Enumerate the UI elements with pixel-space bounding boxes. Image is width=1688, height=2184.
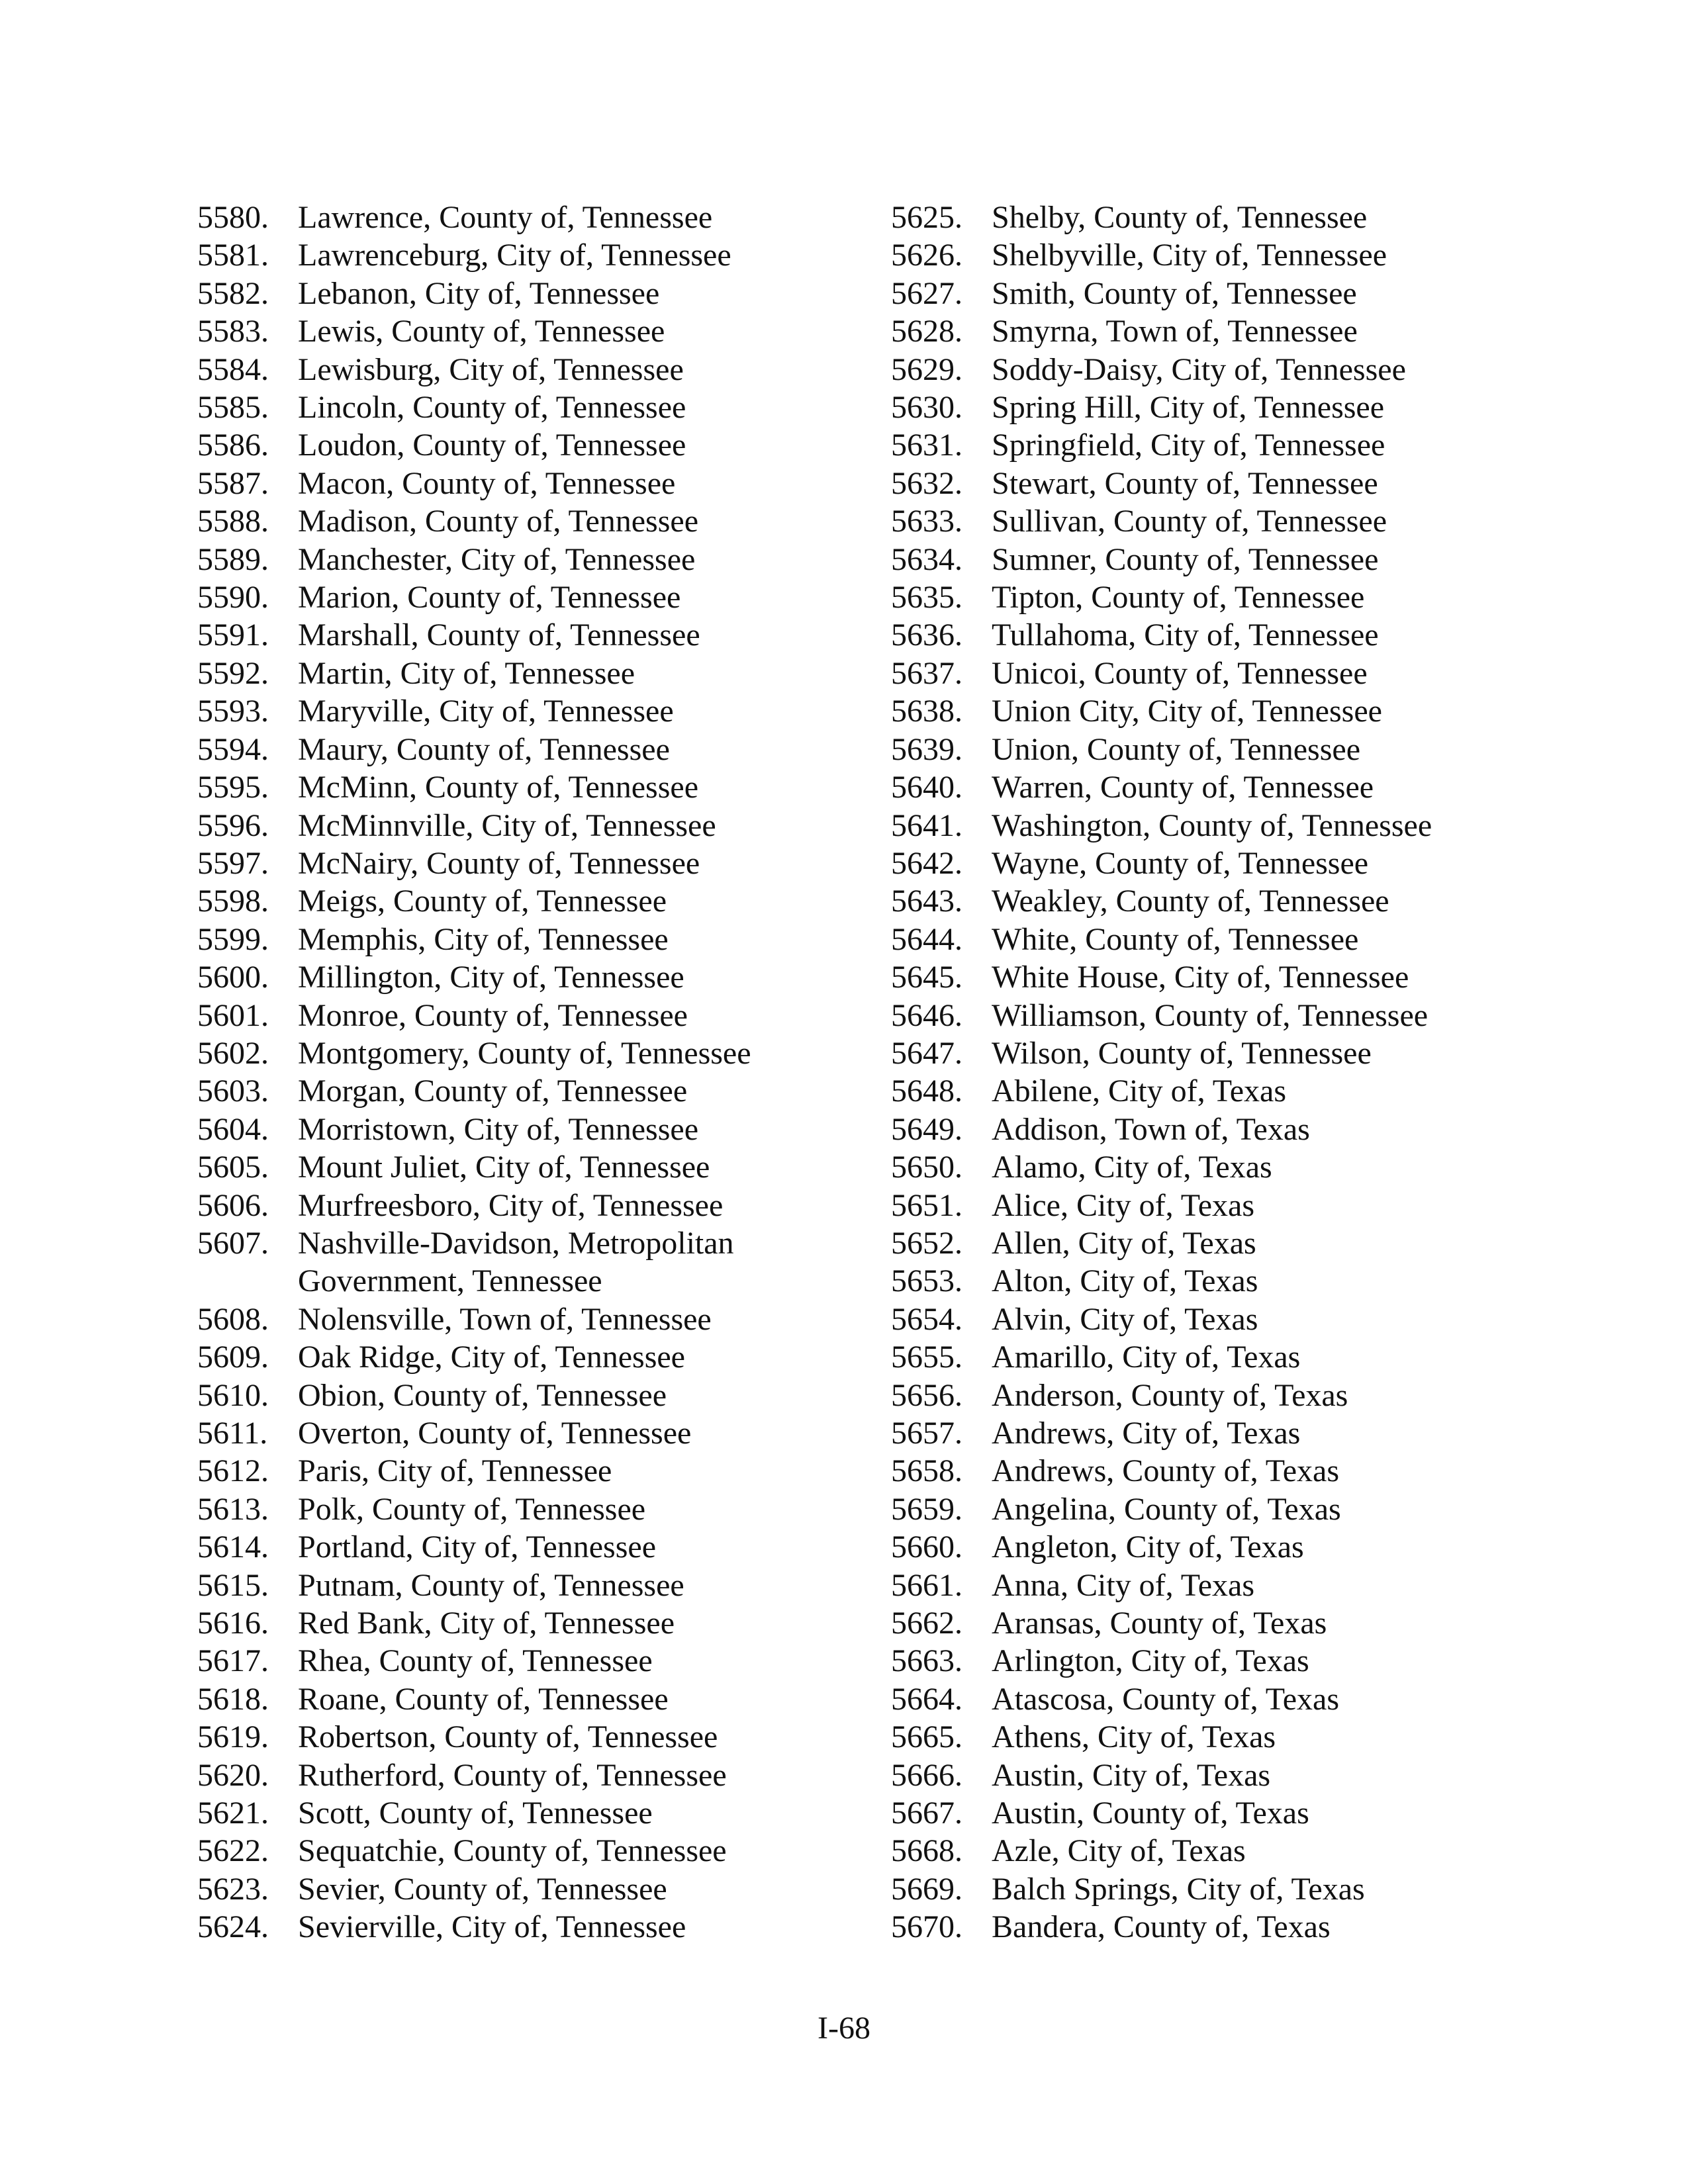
item-number: 5644. xyxy=(891,921,962,957)
item-number: 5625. xyxy=(891,200,962,235)
item-name: Atascosa, County of, Texas xyxy=(992,1681,1339,1717)
list-item xyxy=(891,655,1593,692)
list-item xyxy=(891,388,1593,426)
list-item xyxy=(197,1300,899,1338)
list-item xyxy=(197,1528,899,1566)
item-name: Alamo, City of, Texas xyxy=(992,1150,1272,1185)
item-number: 5659. xyxy=(891,1491,962,1527)
list-item xyxy=(891,1604,1593,1642)
list-item xyxy=(197,882,899,920)
item-number: 5607. xyxy=(197,1225,269,1261)
item-number: 5593. xyxy=(197,694,269,729)
item-number: 5654. xyxy=(891,1301,962,1337)
list-item xyxy=(891,236,1593,274)
item-name: Memphis, City of, Tennessee xyxy=(298,921,669,957)
list-item xyxy=(891,541,1593,578)
item-number: 5637. xyxy=(891,655,962,691)
list-item xyxy=(891,351,1593,388)
item-name: Monroe, County of, Tennessee xyxy=(298,997,688,1033)
item-number: 5657. xyxy=(891,1416,962,1451)
list-item xyxy=(891,275,1593,312)
item-name: Angelina, County of, Texas xyxy=(992,1491,1341,1527)
item-name: Williamson, County of, Tennessee xyxy=(992,997,1429,1033)
item-number: 5600. xyxy=(197,960,269,995)
item-number: 5582. xyxy=(197,275,269,311)
item-number: 5624. xyxy=(197,1909,269,1945)
item-number: 5629. xyxy=(891,351,962,387)
list-item xyxy=(891,1300,1593,1338)
item-name: Arlington, City of, Texas xyxy=(992,1643,1309,1679)
item-number: 5641. xyxy=(891,807,962,843)
item-name: Wayne, County of, Tennessee xyxy=(992,845,1369,881)
list-item xyxy=(891,1870,1593,1908)
list-item xyxy=(197,807,899,844)
item-name: Nashville-Davidson, Metropolitan Government, Tennessee xyxy=(298,1225,734,1299)
item-name: Morgan, County of, Tennessee xyxy=(298,1073,688,1109)
item-name: Meigs, County of, Tennessee xyxy=(298,884,667,919)
list-item xyxy=(197,1870,899,1908)
list-item xyxy=(891,882,1593,920)
list-item xyxy=(197,1604,899,1642)
list-item xyxy=(891,465,1593,502)
list-item xyxy=(891,426,1593,464)
item-number: 5667. xyxy=(891,1796,962,1831)
item-name: Lebanon, City of, Tennessee xyxy=(298,275,660,311)
list-item xyxy=(197,1908,899,1946)
item-name: Union, County of, Tennessee xyxy=(992,731,1361,767)
item-name: Marion, County of, Tennessee xyxy=(298,580,681,615)
item-number: 5610. xyxy=(197,1377,269,1413)
item-name: Alice, City of, Texas xyxy=(992,1187,1255,1223)
item-name: Andrews, City of, Texas xyxy=(992,1416,1301,1451)
item-number: 5617. xyxy=(197,1643,269,1679)
item-name: Putnam, County of, Tennessee xyxy=(298,1567,684,1603)
item-name: Martin, City of, Tennessee xyxy=(298,655,635,691)
list-item xyxy=(891,578,1593,616)
item-number: 5580. xyxy=(197,200,269,235)
item-name: White, County of, Tennessee xyxy=(992,921,1359,957)
list-item xyxy=(197,1148,899,1186)
item-number: 5636. xyxy=(891,617,962,653)
left-column xyxy=(197,199,899,1946)
item-name: Lincoln, County of, Tennessee xyxy=(298,390,686,426)
item-number: 5638. xyxy=(891,694,962,729)
item-number: 5597. xyxy=(197,845,269,881)
list-item xyxy=(197,921,899,958)
item-name: Murfreesboro, City of, Tennessee xyxy=(298,1187,724,1223)
item-number: 5648. xyxy=(891,1073,962,1109)
list-item xyxy=(891,1794,1593,1832)
item-name: Austin, County of, Texas xyxy=(992,1796,1309,1831)
item-number: 5653. xyxy=(891,1263,962,1299)
item-number: 5619. xyxy=(197,1719,269,1755)
item-number: 5642. xyxy=(891,845,962,881)
item-number: 5651. xyxy=(891,1187,962,1223)
list-item xyxy=(197,236,899,274)
item-number: 5662. xyxy=(891,1606,962,1641)
item-name: Nolensville, Town of, Tennessee xyxy=(298,1301,712,1337)
item-name: Shelby, County of, Tennessee xyxy=(992,200,1368,235)
item-number: 5645. xyxy=(891,960,962,995)
item-number: 5626. xyxy=(891,238,962,273)
item-number: 5668. xyxy=(891,1833,962,1869)
item-name: Warren, County of, Tennessee xyxy=(992,770,1374,805)
item-number: 5601. xyxy=(197,997,269,1033)
list-item xyxy=(891,1490,1593,1528)
item-name: Sevierville, City of, Tennessee xyxy=(298,1909,686,1945)
list-item xyxy=(197,1642,899,1680)
item-number: 5585. xyxy=(197,390,269,426)
list-item xyxy=(197,502,899,540)
item-number: 5598. xyxy=(197,884,269,919)
list-item xyxy=(197,1452,899,1490)
item-number: 5658. xyxy=(891,1453,962,1489)
item-name: Allen, City of, Texas xyxy=(992,1225,1256,1261)
item-name: McNairy, County of, Tennessee xyxy=(298,845,700,881)
item-number: 5664. xyxy=(891,1681,962,1717)
item-name: Smith, County of, Tennessee xyxy=(992,275,1357,311)
item-name: Macon, County of, Tennessee xyxy=(298,465,676,501)
list-item xyxy=(197,1187,899,1224)
item-number: 5595. xyxy=(197,770,269,805)
item-number: 5602. xyxy=(197,1035,269,1071)
right-column xyxy=(891,199,1593,1946)
item-number: 5590. xyxy=(197,580,269,615)
item-name: Lewisburg, City of, Tennessee xyxy=(298,351,684,387)
item-number: 5665. xyxy=(891,1719,962,1755)
item-name: Amarillo, City of, Texas xyxy=(992,1340,1301,1375)
item-name: Tipton, County of, Tennessee xyxy=(992,580,1365,615)
list-item xyxy=(891,1832,1593,1870)
list-item xyxy=(197,312,899,350)
item-name: Portland, City of, Tennessee xyxy=(298,1529,657,1565)
list-item xyxy=(197,1680,899,1718)
item-number: 5603. xyxy=(197,1073,269,1109)
list-item xyxy=(197,1338,899,1376)
list-item xyxy=(197,692,899,730)
item-number: 5649. xyxy=(891,1111,962,1147)
item-number: 5587. xyxy=(197,465,269,501)
item-name: Soddy-Daisy, City of, Tennessee xyxy=(992,351,1406,387)
item-number: 5606. xyxy=(197,1187,269,1223)
item-name: Rutherford, County of, Tennessee xyxy=(298,1757,727,1793)
item-name: McMinn, County of, Tennessee xyxy=(298,770,699,805)
item-name: Paris, City of, Tennessee xyxy=(298,1453,612,1489)
item-number: 5615. xyxy=(197,1567,269,1603)
list-item xyxy=(197,958,899,996)
list-item xyxy=(197,1794,899,1832)
item-name: Springfield, City of, Tennessee xyxy=(992,428,1385,463)
item-number: 5647. xyxy=(891,1035,962,1071)
item-number: 5652. xyxy=(891,1225,962,1261)
item-name: Loudon, County of, Tennessee xyxy=(298,428,686,463)
list-item xyxy=(891,1224,1593,1262)
item-name: Sumner, County of, Tennessee xyxy=(992,541,1379,577)
item-number: 5614. xyxy=(197,1529,269,1565)
list-item xyxy=(891,1452,1593,1490)
list-item xyxy=(197,655,899,692)
list-item xyxy=(197,275,899,312)
item-number: 5586. xyxy=(197,428,269,463)
list-item xyxy=(197,426,899,464)
item-number: 5584. xyxy=(197,351,269,387)
item-number: 5670. xyxy=(891,1909,962,1945)
item-number: 5622. xyxy=(197,1833,269,1869)
item-name: Andrews, County of, Texas xyxy=(992,1453,1340,1489)
item-name: Aransas, County of, Texas xyxy=(992,1606,1327,1641)
list-item xyxy=(197,1224,899,1300)
item-number: 5669. xyxy=(891,1871,962,1907)
item-name: Bandera, County of, Texas xyxy=(992,1909,1331,1945)
list-item xyxy=(891,1187,1593,1224)
item-name: Polk, County of, Tennessee xyxy=(298,1491,646,1527)
list-item xyxy=(197,465,899,502)
item-name: Millington, City of, Tennessee xyxy=(298,960,684,995)
list-item xyxy=(891,312,1593,350)
item-number: 5640. xyxy=(891,770,962,805)
item-number: 5608. xyxy=(197,1301,269,1337)
item-name: Sullivan, County of, Tennessee xyxy=(992,504,1387,539)
item-number: 5639. xyxy=(891,731,962,767)
item-number: 5621. xyxy=(197,1796,269,1831)
list-item xyxy=(197,616,899,654)
list-item xyxy=(197,578,899,616)
item-number: 5635. xyxy=(891,580,962,615)
item-name: Azle, City of, Texas xyxy=(992,1833,1246,1869)
list-item xyxy=(197,997,899,1034)
list-item xyxy=(891,958,1593,996)
item-name: Stewart, County of, Tennessee xyxy=(992,465,1378,501)
item-number: 5591. xyxy=(197,617,269,653)
list-item xyxy=(197,1490,899,1528)
item-name: Abilene, City of, Texas xyxy=(992,1073,1287,1109)
item-name: Anna, City of, Texas xyxy=(992,1567,1255,1603)
item-name: Lewis, County of, Tennessee xyxy=(298,314,665,349)
item-number: 5655. xyxy=(891,1340,962,1375)
item-number: 5599. xyxy=(197,921,269,957)
item-name: Sevier, County of, Tennessee xyxy=(298,1871,667,1907)
list-item xyxy=(891,1756,1593,1794)
item-number: 5632. xyxy=(891,465,962,501)
item-number: 5628. xyxy=(891,314,962,349)
item-name: Mount Juliet, City of, Tennessee xyxy=(298,1150,710,1185)
list-item xyxy=(197,541,899,578)
item-name: Marshall, County of, Tennessee xyxy=(298,617,700,653)
list-item xyxy=(197,731,899,768)
item-name: Lawrenceburg, City of, Tennessee xyxy=(298,238,731,273)
item-number: 5605. xyxy=(197,1150,269,1185)
list-item xyxy=(891,1718,1593,1756)
list-item xyxy=(197,388,899,426)
item-number: 5589. xyxy=(197,541,269,577)
item-name: Roane, County of, Tennessee xyxy=(298,1681,669,1717)
list-item xyxy=(891,199,1593,236)
item-number: 5613. xyxy=(197,1491,269,1527)
list-item xyxy=(891,1111,1593,1148)
item-number: 5611. xyxy=(197,1416,268,1451)
item-number: 5633. xyxy=(891,504,962,539)
list-item xyxy=(197,1718,899,1756)
list-item xyxy=(891,1262,1593,1300)
list-item xyxy=(891,1642,1593,1680)
list-item xyxy=(197,768,899,806)
item-name: Maryville, City of, Tennessee xyxy=(298,694,674,729)
list-item xyxy=(891,997,1593,1034)
item-number: 5663. xyxy=(891,1643,962,1679)
item-name: Robertson, County of, Tennessee xyxy=(298,1719,718,1755)
item-number: 5646. xyxy=(891,997,962,1033)
item-name: Balch Springs, City of, Texas xyxy=(992,1871,1365,1907)
list-item xyxy=(197,1034,899,1072)
item-name: Spring Hill, City of, Tennessee xyxy=(992,390,1385,426)
list-item xyxy=(197,1567,899,1604)
list-item xyxy=(891,1034,1593,1072)
list-item xyxy=(197,1377,899,1414)
list-item xyxy=(891,1414,1593,1452)
list-item xyxy=(891,768,1593,806)
item-name: Alton, City of, Texas xyxy=(992,1263,1258,1299)
list-item xyxy=(891,731,1593,768)
item-name: Washington, County of, Tennessee xyxy=(992,807,1432,843)
list-item xyxy=(197,199,899,236)
item-number: 5596. xyxy=(197,807,269,843)
list-item xyxy=(891,1908,1593,1946)
item-number: 5623. xyxy=(197,1871,269,1907)
page-number: I-68 xyxy=(818,2011,870,2046)
item-name: Alvin, City of, Texas xyxy=(992,1301,1258,1337)
list-item xyxy=(891,807,1593,844)
item-name: Smyrna, Town of, Tennessee xyxy=(992,314,1358,349)
list-item xyxy=(197,1832,899,1870)
list-item xyxy=(197,351,899,388)
item-name: Shelbyville, City of, Tennessee xyxy=(992,238,1387,273)
item-name: Austin, City of, Texas xyxy=(992,1757,1271,1793)
list-item xyxy=(891,921,1593,958)
list-item xyxy=(891,692,1593,730)
item-name: Montgomery, County of, Tennessee xyxy=(298,1035,751,1071)
item-name: Weakley, County of, Tennessee xyxy=(992,884,1389,919)
item-number: 5609. xyxy=(197,1340,269,1375)
item-number: 5583. xyxy=(197,314,269,349)
item-name: Tullahoma, City of, Tennessee xyxy=(992,617,1379,653)
list-item xyxy=(197,1072,899,1110)
list-item xyxy=(891,1072,1593,1110)
list-item xyxy=(891,1377,1593,1414)
item-number: 5656. xyxy=(891,1377,962,1413)
list-item xyxy=(197,844,899,882)
list-item xyxy=(891,1338,1593,1376)
list-item xyxy=(197,1414,899,1452)
item-number: 5612. xyxy=(197,1453,269,1489)
item-number: 5618. xyxy=(197,1681,269,1717)
item-number: 5627. xyxy=(891,275,962,311)
item-number: 5581. xyxy=(197,238,269,273)
item-name: Scott, County of, Tennessee xyxy=(298,1796,653,1831)
item-number: 5592. xyxy=(197,655,269,691)
item-number: 5650. xyxy=(891,1150,962,1185)
item-name: Union City, City of, Tennessee xyxy=(992,694,1382,729)
item-name: Obion, County of, Tennessee xyxy=(298,1377,667,1413)
item-number: 5661. xyxy=(891,1567,962,1603)
list-item xyxy=(891,616,1593,654)
item-name: Morristown, City of, Tennessee xyxy=(298,1111,699,1147)
item-name: Addison, Town of, Texas xyxy=(992,1111,1310,1147)
list-item xyxy=(197,1111,899,1148)
item-number: 5634. xyxy=(891,541,962,577)
item-name: Wilson, County of, Tennessee xyxy=(992,1035,1372,1071)
item-number: 5604. xyxy=(197,1111,269,1147)
item-number: 5660. xyxy=(891,1529,962,1565)
list-item xyxy=(891,1680,1593,1718)
item-number: 5643. xyxy=(891,884,962,919)
list-item xyxy=(197,1756,899,1794)
item-name: Unicoi, County of, Tennessee xyxy=(992,655,1368,691)
item-name: White House, City of, Tennessee xyxy=(992,960,1409,995)
item-number: 5588. xyxy=(197,504,269,539)
item-number: 5594. xyxy=(197,731,269,767)
item-number: 5616. xyxy=(197,1606,269,1641)
item-name: Anderson, County of, Texas xyxy=(992,1377,1348,1413)
item-name: Overton, County of, Tennessee xyxy=(298,1416,692,1451)
item-number: 5620. xyxy=(197,1757,269,1793)
item-name: Athens, City of, Texas xyxy=(992,1719,1276,1755)
item-name: McMinnville, City of, Tennessee xyxy=(298,807,716,843)
item-number: 5631. xyxy=(891,428,962,463)
list-item xyxy=(891,844,1593,882)
item-number: 5666. xyxy=(891,1757,962,1793)
item-name: Maury, County of, Tennessee xyxy=(298,731,670,767)
item-name: Red Bank, City of, Tennessee xyxy=(298,1606,675,1641)
list-item xyxy=(891,502,1593,540)
item-name: Lawrence, County of, Tennessee xyxy=(298,200,713,235)
item-name: Rhea, County of, Tennessee xyxy=(298,1643,653,1679)
item-name: Sequatchie, County of, Tennessee xyxy=(298,1833,727,1869)
item-name: Madison, County of, Tennessee xyxy=(298,504,699,539)
item-number: 5630. xyxy=(891,390,962,426)
list-item xyxy=(891,1528,1593,1566)
item-name: Oak Ridge, City of, Tennessee xyxy=(298,1340,685,1375)
list-item xyxy=(891,1567,1593,1604)
item-name: Manchester, City of, Tennessee xyxy=(298,541,696,577)
list-item xyxy=(891,1148,1593,1186)
item-name: Angleton, City of, Texas xyxy=(992,1529,1304,1565)
